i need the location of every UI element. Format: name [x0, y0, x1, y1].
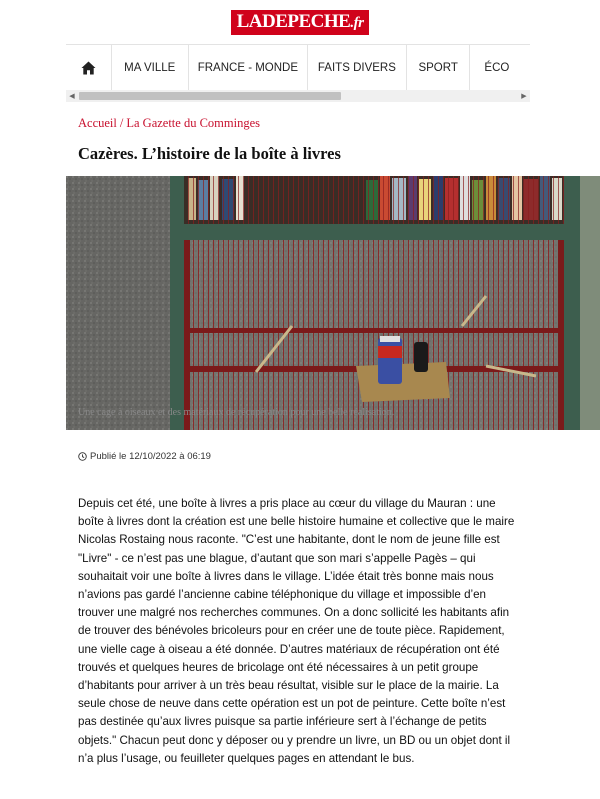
breadcrumb [78, 116, 260, 131]
article-title: Cazères. L’histoire de la boîte à livres [78, 144, 341, 163]
breadcrumb-separator: / [119, 116, 124, 130]
published-text: Publié le 12/10/2022 à 06:19 [90, 451, 211, 462]
nav-item-eco[interactable]: ÉCO [484, 62, 510, 74]
logo-suffix-text: .fr [350, 15, 364, 31]
main-nav [66, 44, 530, 92]
nav-item-ma-ville[interactable]: MA VILLE [112, 45, 189, 91]
breadcrumb-home-link[interactable]: Accueil [78, 116, 117, 130]
published-date [78, 451, 211, 462]
article-body: Depuis cet été, une boîte à livres a pris place au cœur du village du Mauran : une boîte à livres dont la création est une belle histoire humaine et collective que le maire Nicolas Rostaing nous raconte. "C’est une habitante, dont le nom de jeune fille est "Livre" - ce n’est pas une blague, d’autant que son mari s’appelle Pagès – qui souhaitait voir une boîte à livres dans le village. L’idée était très bonne mais nous n’avions pas gardé l’ancienne cabine téléphonique du village et impossible d’en trouver une malgré nos recherches communes. On a donc sollicité les habitants afin de trouver des bénévoles bricoleurs pour en créer une de toute pièce. Rapidement, une vielle cage à oiseau a été donnée. D’autres matériaux de récupération ont été trouvés et quelques heures de bricolage ont été nécessaires à un petit groupe d’habitants pour arriver à un très beau résultat, visible sur le place de la mairie. La seule chose de neuve dans cette opération est un pot de peinture. Cette boîte n’est pas destinée qu’aux livres puisque sa partie inférieure sert à l’échange de petits objets." Chacun peut donc y déposer ou y prendre un livre, un BD ou un objet dont il n’a plus l’usage, ou feuilleter quelques pages en attendant le bus. [78, 497, 515, 765]
scroll-right-arrow-icon[interactable]: ▶ [521, 93, 527, 100]
site-logo[interactable] [231, 10, 370, 35]
scroll-left-arrow-icon[interactable]: ◀ [69, 93, 75, 100]
nav-item-faits-divers[interactable]: FAITS DIVERS [308, 45, 407, 91]
logo-main-text: LADEPECHE [236, 11, 351, 32]
image-caption: Une cage à oiseaux et des matériaux de récupération pour une belle réalisation. [78, 407, 395, 418]
home-icon [81, 61, 96, 75]
scrollbar-thumb[interactable] [79, 92, 341, 100]
nav-item-sport[interactable]: SPORT [407, 45, 470, 91]
nav-home-button[interactable] [66, 45, 112, 91]
logo-wrapper [0, 10, 600, 35]
article-image [66, 176, 600, 430]
nav-item-france-monde[interactable]: FRANCE - MONDE [189, 45, 308, 91]
nav-scrollbar[interactable] [66, 90, 530, 102]
clock-icon [78, 452, 87, 461]
breadcrumb-section-link[interactable]: La Gazette du Comminges [126, 116, 261, 130]
